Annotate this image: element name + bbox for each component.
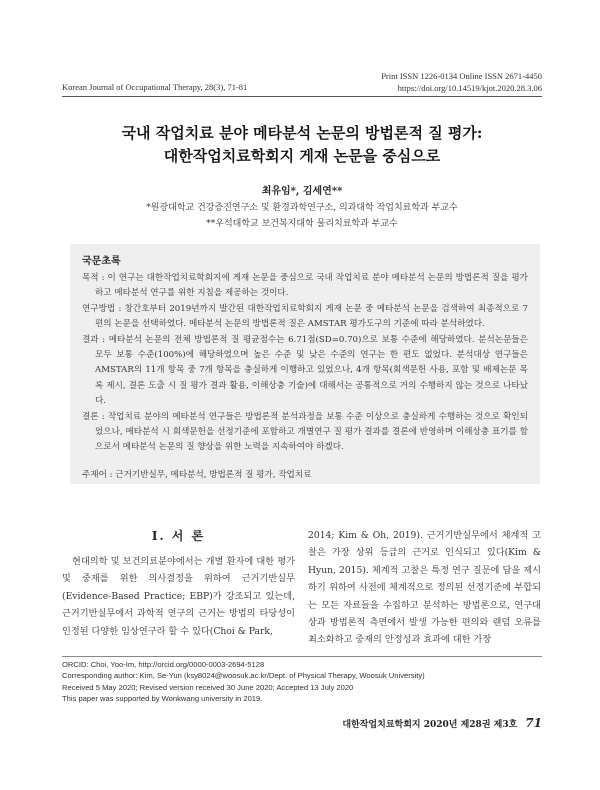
abstract-title: 국문초록 — [82, 256, 121, 267]
page-footer — [342, 716, 542, 730]
paper-title — [62, 122, 542, 168]
footer-journal-issue: 대한작업치료학회지 2020년 제28권 제3호 — [342, 720, 518, 730]
abstract-purpose: 목적 : 이 연구는 대한작업치료학회지에 게재 논문을 중심으로 국내 작업치료 분야 메타분석 논문의 방법론적 질을 평가하고 메타분석 연구를 위한 지침을 제공하는 것이다. — [82, 273, 528, 299]
author-list: 최유임*, 김세연** — [261, 186, 343, 197]
abstract-methods: 연구방법 : 창간호부터 2019년까지 발간된 대한작업치료학회지 게재 논문 중 메타분석 논문을 검색하여 최종적으로 7편의 논문을 선택하였다. 메타분석 논문의 방법론적 질은 AMSTAR 평가도구의 기준에 따라 분석하였다. — [82, 303, 528, 330]
title-line-1: 국내 작업치료 분야 메타분석 논문의 방법론적 질 평가: — [121, 124, 483, 142]
footnote-funding: This paper was supported by Wonkwang university in 2019. — [62, 694, 263, 704]
abstract-keywords: 주제어 : 근거기반실무, 메타분석, 방법론적 질 평가, 작업치료 — [82, 469, 312, 480]
affiliation-1: *원광대학교 건강증진연구소 및 환경과학연구소, 의과대학 작업치료학과 부교수 — [146, 203, 458, 213]
abstract-results: 결과 : 메타분석 논문의 전체 방법론적 질 평균점수는 6.71점(SD=0.70)으로 보통 수준에 해당하였다. 분석논문들은 모두 보통 수준(100%)에 해당하였으며 높은 수준 및 낮은 수준의 연구는 한 편도 없었다. 분석대상 연구들은 AMSTAR의 11개 항목 중 7개 항목을 충실하게 이행하고 있었으나, 4개 항목(회색문헌 사용, 포함 및 배제논문 목록 제시, 결론 도출 시 질 평가 결과 활용, 이해상충 기술)에 대해서는 공통적으로 거의 수행하지 않는 것으로 나타났다. — [82, 334, 528, 407]
abstract-conclusion: 결론 : 작업치료 분야의 메타분석 연구들은 방법론적 분석과정을 보통 수준 이상으로 충실하게 수행하는 것으로 확인되었으나, 메타분석 시 회색문헌을 선정기준에 포함하고 개별연구 질 평가 결과를 결론에 반영하며 이해상충 표기를 함으로서 메타분석 논문의 질 향상을 위한 노력을 지속하여야 하겠다. — [82, 411, 528, 453]
footnote-orcid: ORCID: Choi, Yoo-Im, http://orcid.org/0000-0003-2694-5128 — [62, 660, 265, 669]
body-column-left — [62, 553, 295, 640]
intro-paragraph-left: 현대의학 및 보건의료분야에서는 개별 환자에 대한 평가 및 중재를 위한 의사결정을 위하여 근거기반실무(Evidence-Based Practice; EBP)가 강조되고 있는데, 근거기반실무에서 과학적 연구의 근거는 방법의 타당성이 인정된 다양한 임상연구라 할 수 있다(Choi & Park, — [62, 556, 295, 637]
page-number: 71 — [525, 716, 542, 730]
doi-line[interactable]: https://doi.org/10.14519/kjot.2020.28.3.06 — [397, 83, 542, 93]
footnote-divider — [62, 656, 542, 657]
journal-citation: Korean Journal of Occupational Therapy, 28(3), 71-81 — [62, 82, 248, 92]
body-column-right — [308, 527, 541, 649]
abstract-box — [70, 244, 540, 484]
intro-paragraph-right: 2014; Kim & Oh, 2019). 근거기반실무에서 체계적 고찰은 가장 상위 등급의 근거로 인식되고 있다(Kim & Hyun, 2015). 체계적 고찰은 특정 연구 질문에 답을 제시하기 위하여 사전에 체계적으로 정의된 선정기준에 부합되는 모든 자료들을 수집하고 분석하는 방법론으로, 연구대상과 방법론적 측면에서 발생 가능한 편의와 랜덤 오류를 최소화하고 중재의 안정성과 효과에 대한 가장 — [308, 530, 541, 646]
header-divider — [62, 96, 542, 97]
footnote-received: Received 5 May 2020; Revised version received 30 June 2020; Accepted 13 July 2020 — [62, 682, 354, 692]
footnotes — [62, 659, 425, 705]
footnote-corresponding: Corresponding author: Kim, Se-Yun (ksy8024@woosuk.ac.kr/Dept. of Physical Therapy, Woosuk University) — [62, 671, 425, 681]
issn-block — [381, 70, 542, 94]
affiliation-2: **우석대학교 보건복지대학 물리치료학과 부교수 — [206, 219, 398, 229]
title-line-2: 대한작업치료학회지 게재 논문을 중심으로 — [163, 147, 441, 165]
issn-line: Print ISSN 1226-0134 Online ISSN 2671-4450 — [381, 71, 542, 81]
section-heading-introduction: Ⅰ. 서 론 — [151, 529, 206, 543]
